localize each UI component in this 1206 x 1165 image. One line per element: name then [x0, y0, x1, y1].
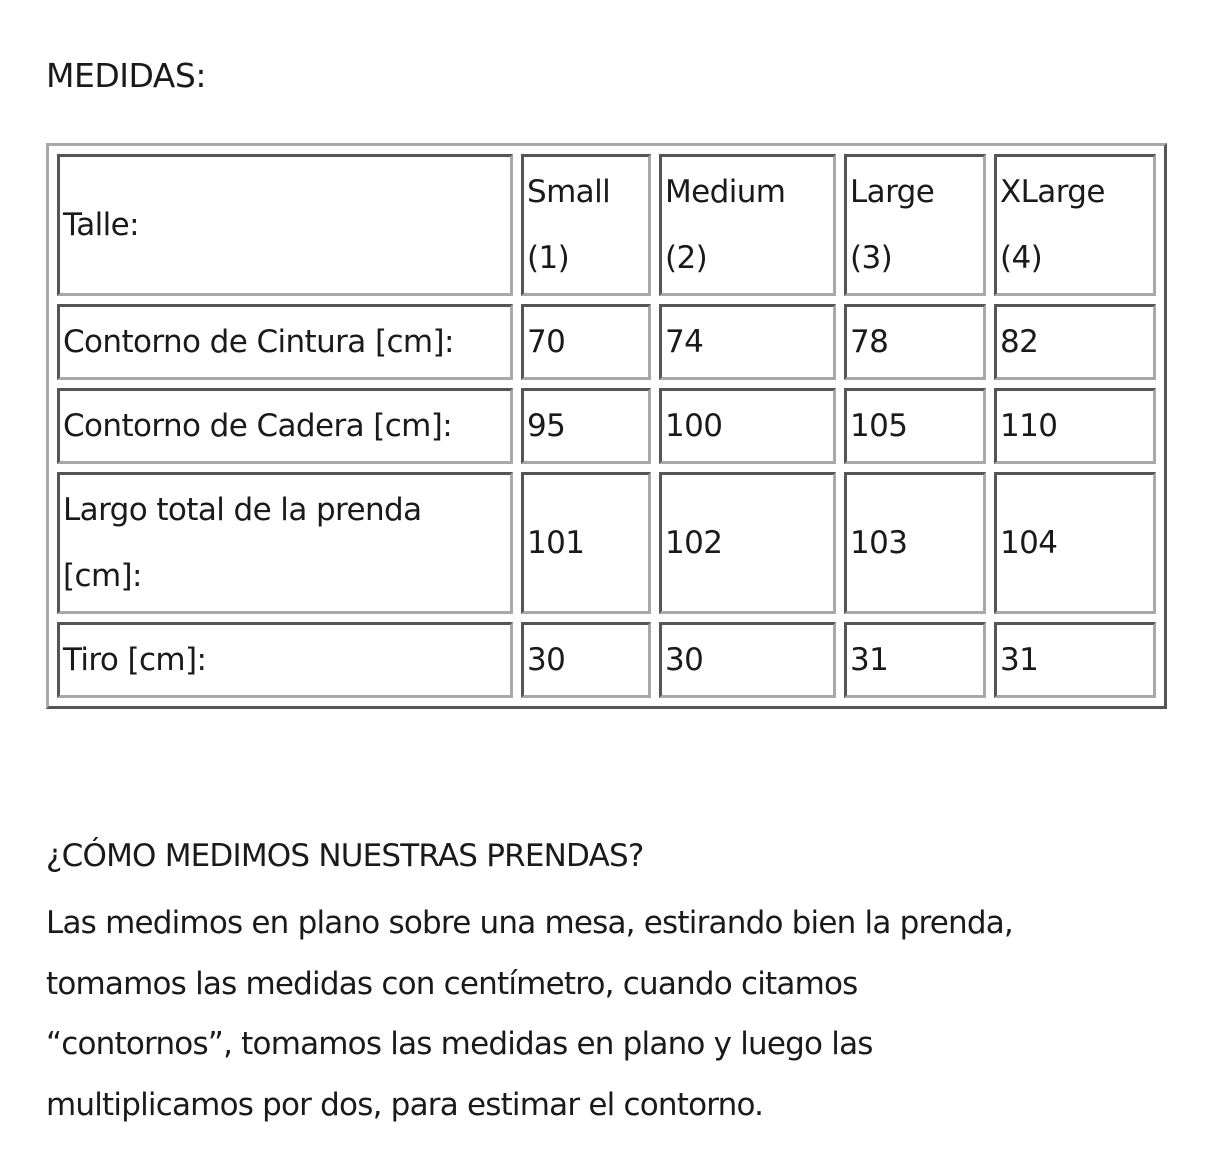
row-label-line: [cm]:: [63, 558, 142, 594]
table-cell: 101: [521, 472, 651, 614]
table-cell: 70: [521, 304, 651, 380]
table-cell: 74: [659, 304, 836, 380]
table-row: [57, 388, 1156, 464]
size-code: (3): [850, 240, 893, 276]
table-cell: 105: [844, 388, 986, 464]
row-label: Contorno de Cadera [cm]:: [57, 388, 513, 464]
size-code: (2): [665, 240, 708, 276]
table-row: [57, 622, 1156, 698]
table-cell: 102: [659, 472, 836, 614]
table-cell: 30: [659, 622, 836, 698]
table-header-label: [57, 154, 513, 296]
size-code: (4): [1000, 240, 1043, 276]
table-cell: 82: [994, 304, 1156, 380]
table-cell: 100: [659, 388, 836, 464]
row-label-line: Largo total de la prenda: [63, 492, 422, 528]
size-header-cell: [521, 154, 651, 296]
section-body: [46, 893, 1166, 1135]
row-label: Contorno de Cintura [cm]:: [57, 304, 513, 380]
table-header-row: [57, 154, 1156, 296]
table-cell: 110: [994, 388, 1156, 464]
table-row: [57, 304, 1156, 380]
body-line: “contornos”, tomamos las medidas en plano y luego las: [46, 1026, 873, 1062]
table-cell: 31: [994, 622, 1156, 698]
size-name: Medium: [665, 174, 786, 210]
table-cell: 103: [844, 472, 986, 614]
table-cell: 30: [521, 622, 651, 698]
body-line: multiplicamos por dos, para estimar el contorno.: [46, 1086, 764, 1123]
table-row: [57, 472, 1156, 614]
size-name: XLarge: [1000, 174, 1105, 210]
table-cell: 95: [521, 388, 651, 464]
row-label: [57, 472, 513, 614]
table-cell: 104: [994, 472, 1156, 614]
size-name: Small: [527, 174, 611, 210]
row-label: Tiro [cm]:: [57, 622, 513, 698]
table-cell: 78: [844, 304, 986, 380]
size-header-cell: [659, 154, 836, 296]
size-code: (1): [527, 240, 570, 276]
table-cell: 31: [844, 622, 986, 698]
size-name: Large: [850, 174, 935, 210]
body-line: tomamos las medidas con centímetro, cuando citamos: [46, 965, 858, 1002]
page-heading: MEDIDAS:: [46, 56, 206, 95]
body-line: Las medimos en plano sobre una mesa, estirando bien la prenda,: [46, 905, 1013, 941]
section-title: ¿CÓMO MEDIMOS NUESTRAS PRENDAS?: [46, 838, 644, 874]
size-chart-table: [46, 143, 1167, 709]
header-label-text: Talle:: [63, 207, 139, 243]
size-header-cell: [844, 154, 986, 296]
size-header-cell: [994, 154, 1156, 296]
